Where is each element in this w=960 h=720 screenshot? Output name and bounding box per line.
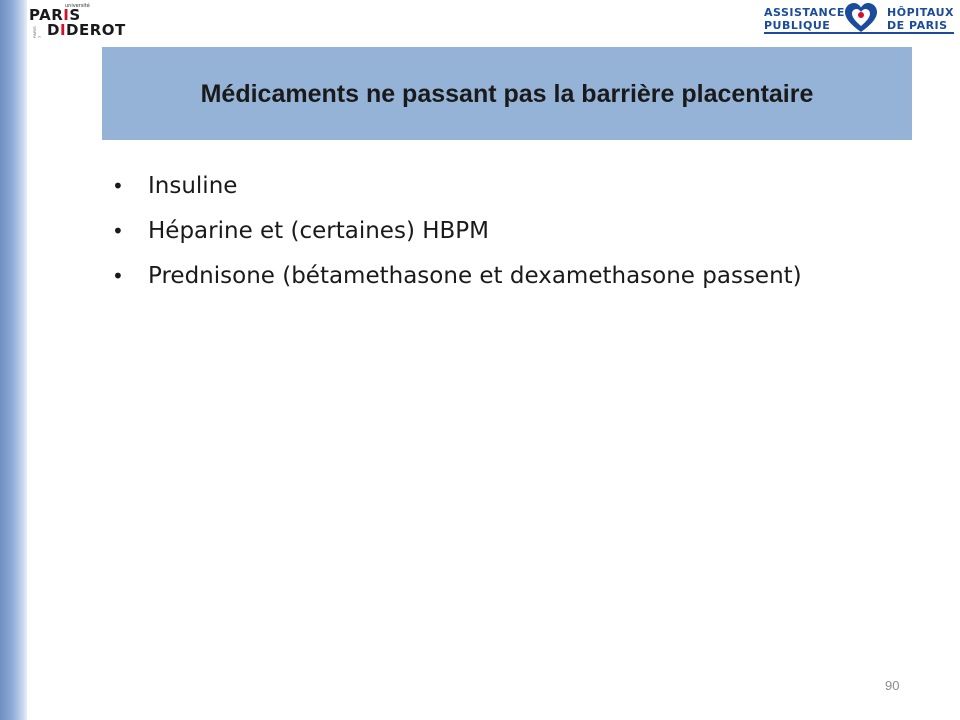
bullet-text: Héparine et (certaines) HBPM bbox=[148, 218, 490, 244]
bullet-item bbox=[112, 256, 802, 301]
slide-title-box bbox=[102, 47, 912, 140]
bullet-text: Prednisone (bétamethasone et dexamethasone passent) bbox=[148, 263, 802, 289]
aphp-underline bbox=[764, 32, 954, 34]
aphp-logo bbox=[764, 2, 954, 36]
bullet-item bbox=[112, 211, 802, 256]
page-number: 90 bbox=[885, 678, 900, 693]
left-decorative-bar bbox=[0, 0, 27, 720]
bullet-item bbox=[112, 166, 802, 211]
slide-title: Médicaments ne passant pas la barrière placentaire bbox=[200, 79, 814, 108]
logo-vertical-text: PARIS 7 bbox=[32, 26, 42, 38]
logo-small-text: université bbox=[65, 3, 90, 9]
bullet-list bbox=[112, 166, 802, 301]
paris-diderot-logo bbox=[29, 2, 134, 40]
aphp-heart-icon bbox=[844, 2, 878, 34]
logo-line-diderot: DIDEROT bbox=[47, 21, 126, 39]
logo-line-paris: PARIS bbox=[29, 6, 81, 24]
bullet-icon: • bbox=[112, 174, 124, 198]
aphp-right-text: HÔPITAUX DE PARIS bbox=[887, 6, 954, 32]
bullet-text: Insuline bbox=[148, 173, 238, 199]
bullet-icon: • bbox=[112, 219, 124, 243]
bullet-icon: • bbox=[112, 264, 124, 288]
aphp-left-text: ASSISTANCE PUBLIQUE bbox=[764, 6, 845, 32]
